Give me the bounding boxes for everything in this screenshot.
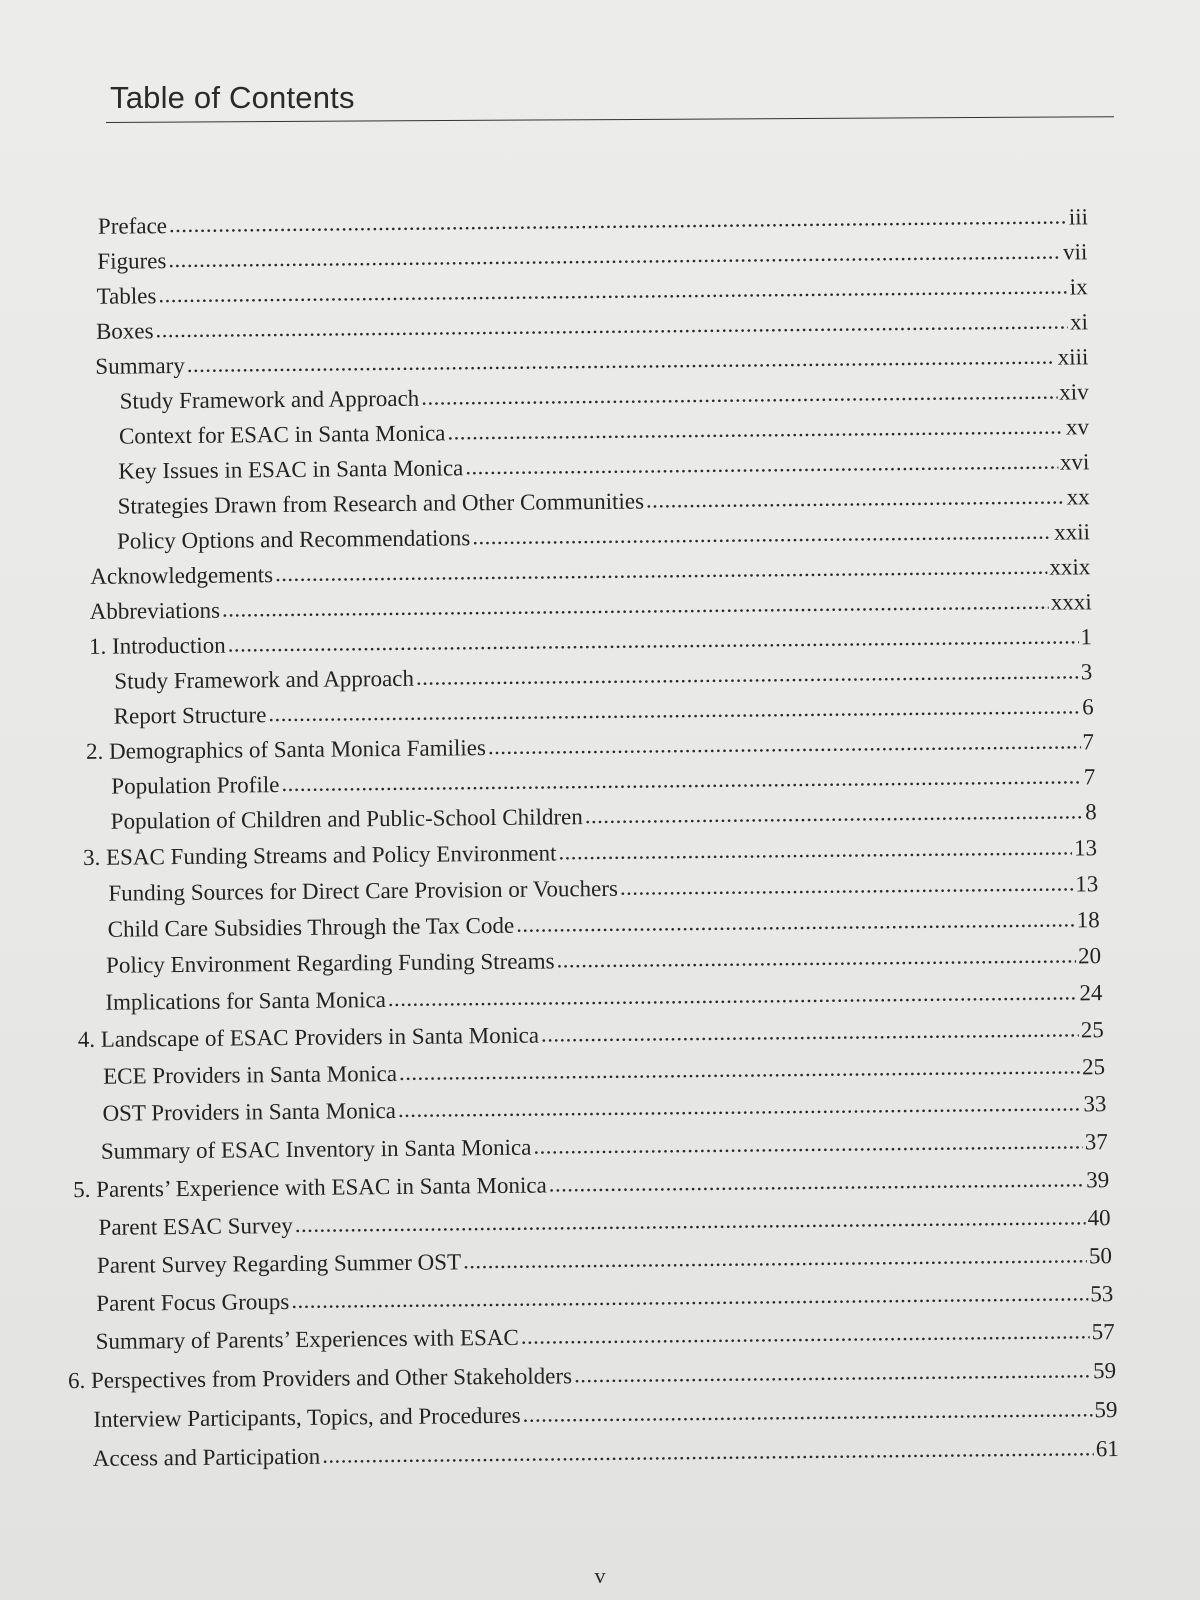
toc-entry-label: Parent Focus Groups <box>96 1289 290 1316</box>
toc-entry[interactable] <box>98 1203 1110 1243</box>
toc-entry[interactable] <box>102 1089 1106 1129</box>
toc-entry[interactable] <box>117 517 1090 556</box>
toc-entry[interactable] <box>68 1356 1116 1396</box>
toc-entry-label: Funding Sources for Direct Care Provision or Vouchers <box>108 875 619 906</box>
toc-entry[interactable] <box>111 762 1095 801</box>
dot-leader <box>187 342 1056 380</box>
toc-entry[interactable] <box>95 342 1088 382</box>
toc-entry-label: ECE Providers in Santa Monica <box>103 1060 398 1089</box>
dot-leader <box>158 271 1068 310</box>
toc-entry-page: 37 <box>1084 1129 1108 1155</box>
toc-entry-label: Policy Options and Recommendations <box>116 525 471 554</box>
dot-leader <box>447 412 1064 448</box>
toc-entry-label: 3. ESAC Funding Streams and Policy Environment <box>82 840 557 870</box>
toc-entry[interactable] <box>108 869 1098 909</box>
dot-leader <box>516 904 1075 939</box>
dot-leader <box>585 796 1084 831</box>
dot-leader <box>168 237 1061 276</box>
toc-heading: Table of Contents <box>110 80 355 115</box>
dot-leader <box>421 377 1057 413</box>
dot-leader <box>541 1014 1079 1049</box>
toc-entry-page: 59 <box>1092 1358 1117 1384</box>
toc-entry-page: 53 <box>1090 1281 1114 1307</box>
toc-entry[interactable] <box>114 692 1094 731</box>
toc-entry-page: xx <box>1066 484 1090 510</box>
dot-leader <box>322 1433 1094 1470</box>
dot-leader <box>463 1240 1087 1276</box>
toc-entry-page: xiii <box>1057 344 1089 370</box>
toc-entry-label: Summary <box>95 352 185 379</box>
toc-entry-label: Parent ESAC Survey <box>98 1212 293 1240</box>
dot-leader <box>228 621 1079 659</box>
dot-leader <box>646 482 1065 516</box>
toc-entry[interactable] <box>93 1434 1119 1474</box>
toc-entry[interactable] <box>97 237 1087 277</box>
dot-leader <box>388 977 1078 1014</box>
dot-leader <box>533 1126 1083 1161</box>
toc-entry-label: Summary of Parents’ Experiences with ESAC <box>95 1324 519 1354</box>
toc-entry-page: 1 <box>1080 624 1093 650</box>
toc-entry-label: Population Profile <box>111 772 280 799</box>
toc-entry[interactable] <box>93 1395 1117 1435</box>
toc-entry[interactable] <box>96 1317 1115 1357</box>
toc-entry-label: Child Care Subsidies Through the Tax Code <box>107 912 515 942</box>
toc-entry-page: 13 <box>1075 871 1099 897</box>
dot-leader <box>620 868 1074 902</box>
toc-entry[interactable] <box>101 1127 1108 1167</box>
toc-entry-page: ix <box>1069 274 1088 300</box>
toc-entry[interactable] <box>86 727 1094 767</box>
dot-leader <box>295 1202 1086 1240</box>
toc-entry[interactable] <box>108 905 1100 945</box>
dot-leader <box>558 832 1072 867</box>
toc-entry[interactable] <box>83 833 1097 873</box>
toc-entry[interactable] <box>78 1015 1104 1055</box>
dot-leader <box>399 1051 1080 1088</box>
toc-entry-page: 25 <box>1081 1054 1106 1080</box>
toc-entry[interactable] <box>73 1165 1109 1205</box>
toc-entry-page: vii <box>1062 239 1088 265</box>
toc-entry-label: Abbreviations <box>89 597 221 624</box>
toc-entry[interactable] <box>96 1279 1113 1319</box>
toc-entry-page: 24 <box>1079 980 1103 1006</box>
toc-entry-page: iii <box>1068 204 1089 230</box>
toc-entry-page: xvi <box>1059 449 1090 475</box>
toc-entry-page: 25 <box>1080 1017 1104 1043</box>
toc-entry-label: 6. Perspectives from Providers and Other Stakeholders <box>67 1363 573 1394</box>
dot-leader <box>556 940 1076 975</box>
toc-entry[interactable] <box>118 482 1090 521</box>
toc-entry-label: Key Issues in ESAC in Santa Monica <box>118 455 464 484</box>
dot-leader <box>465 447 1058 483</box>
dot-leader <box>291 1278 1088 1316</box>
toc-entry-label: 4. Landscape of ESAC Providers in Santa Monica <box>77 1022 540 1053</box>
toc-entry-page: 13 <box>1073 835 1098 861</box>
toc-entry-page: 20 <box>1077 943 1102 969</box>
toc-entry-label: Tables <box>96 283 157 309</box>
dot-leader <box>222 587 1049 625</box>
toc-entry-page: 7 <box>1082 729 1095 755</box>
toc-entry-label: Report Structure <box>113 702 267 729</box>
toc-entry-label: Acknowledgements <box>90 562 274 589</box>
toc-entry-label: OST Providers in Santa Monica <box>102 1097 397 1126</box>
dot-leader <box>472 517 1052 553</box>
toc-entry-label: Boxes <box>95 318 154 344</box>
toc-entry-page: 40 <box>1087 1205 1111 1231</box>
toc-entry-label: Summary of ESAC Inventory in Santa Monica <box>100 1134 532 1164</box>
toc-entry-label: 5. Parents’ Experience with ESAC in Santa Monica <box>73 1172 547 1203</box>
dot-leader <box>155 306 1068 345</box>
dot-leader <box>268 691 1080 729</box>
toc-entry-label: Study Framework and Approach <box>119 385 420 414</box>
toc-entry-label: Interview Participants, Topics, and Procedures <box>93 1402 521 1432</box>
toc-entry-page: 3 <box>1080 659 1093 685</box>
toc-entry-label: 1. Introduction <box>88 632 226 659</box>
toc-entry[interactable] <box>120 377 1089 416</box>
toc-entry[interactable] <box>111 797 1097 836</box>
toc-entry[interactable] <box>114 657 1092 696</box>
toc-entry-page: 6 <box>1082 694 1094 720</box>
toc-entry[interactable] <box>90 587 1092 627</box>
toc-entry[interactable] <box>106 941 1101 981</box>
dot-leader <box>398 1088 1082 1125</box>
toc-entry[interactable] <box>97 272 1088 312</box>
toc-entry-page: xv <box>1065 414 1090 440</box>
toc-entry-page: 33 <box>1083 1091 1107 1117</box>
toc-entry-page: 57 <box>1091 1319 1115 1345</box>
toc-entry[interactable] <box>97 1241 1112 1281</box>
toc-entry-page: 18 <box>1076 907 1100 933</box>
toc-entry-label: Figures <box>97 248 167 274</box>
toc-entry[interactable] <box>105 978 1102 1018</box>
dot-leader <box>574 1355 1091 1390</box>
toc-entry[interactable] <box>118 447 1089 486</box>
toc-entry-page: 8 <box>1085 799 1097 825</box>
toc-entry[interactable] <box>89 622 1092 662</box>
dot-leader <box>416 656 1079 692</box>
toc-entry-label: Context for ESAC in Santa Monica <box>118 420 446 449</box>
toc-entry-label: Strategies Drawn from Research and Other Communities <box>117 488 645 519</box>
toc-entry-page: 61 <box>1095 1436 1119 1462</box>
dot-leader <box>488 726 1081 762</box>
toc-entry-label: Policy Environment Regarding Funding Streams <box>105 948 555 978</box>
toc-entry-label: Preface <box>97 213 168 239</box>
dot-leader <box>169 201 1067 240</box>
toc-entry[interactable] <box>103 1052 1105 1092</box>
toc-entry-label: Parent Survey Regarding Summer OST <box>96 1249 462 1278</box>
toc-entry-page: xxii <box>1054 519 1091 545</box>
toc-entry-label: 2. Demographics of Santa Monica Families <box>85 735 487 764</box>
toc-entry-label: Population of Children and Public-School Children <box>110 804 583 834</box>
page-number: v <box>594 1563 606 1588</box>
toc-entry-page: xi <box>1069 309 1089 335</box>
dot-leader <box>275 552 1048 589</box>
toc-entry-page: 50 <box>1088 1243 1113 1269</box>
dot-leader <box>521 1316 1090 1351</box>
toc-entry-label: Access and Participation <box>92 1443 321 1471</box>
toc-entry-label: Implications for Santa Monica <box>105 987 386 1015</box>
toc-entry-page: xxxi <box>1050 589 1092 615</box>
toc-entry[interactable] <box>119 412 1089 451</box>
dot-leader <box>281 761 1082 799</box>
toc-entry[interactable] <box>96 307 1088 347</box>
toc-entry-page: 59 <box>1094 1397 1118 1423</box>
toc-entry-label: Study Framework and Approach <box>114 665 415 694</box>
toc-entry[interactable] <box>98 202 1088 242</box>
toc-entry[interactable] <box>90 552 1090 592</box>
dot-leader <box>522 1394 1092 1429</box>
toc-entry-page: xiv <box>1059 379 1089 405</box>
toc-entry-page: 7 <box>1083 764 1096 790</box>
toc-entry-page: 39 <box>1086 1167 1110 1193</box>
toc-entry-page: xxix <box>1049 554 1091 580</box>
dot-leader <box>549 1164 1085 1199</box>
